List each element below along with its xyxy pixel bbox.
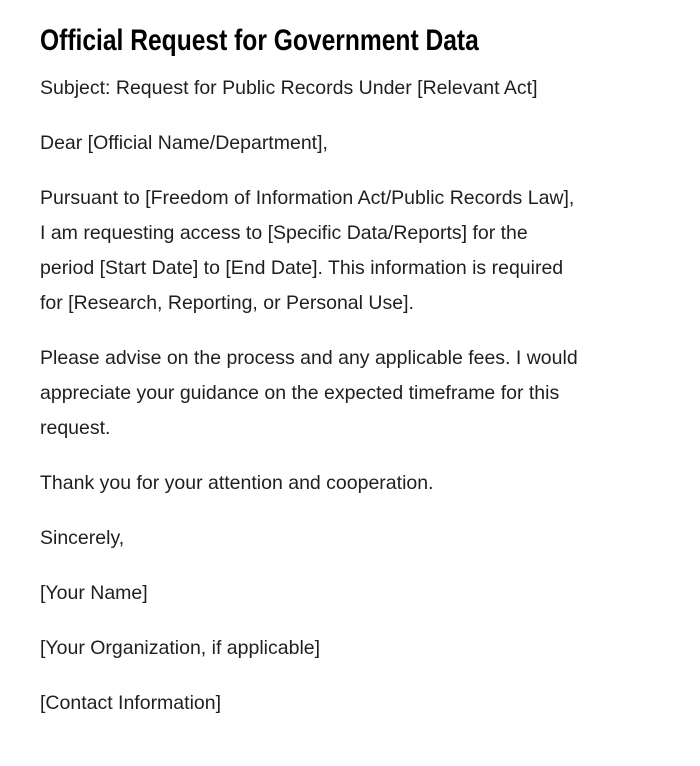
text-line: [Your Organization, if applicable] — [40, 637, 321, 659]
text-line: Sincerely, — [40, 527, 125, 549]
signature-contact-placeholder — [40, 686, 660, 721]
text-line: [Contact Information] — [40, 692, 222, 714]
paragraph-subject — [40, 71, 660, 106]
paragraph-closing — [40, 521, 660, 556]
paragraph-process-fees — [40, 341, 660, 446]
document-title: Official Request for Government Data — [40, 24, 479, 57]
signature-name-placeholder — [40, 576, 660, 611]
text-line: request. — [40, 417, 111, 439]
text-line: Thank you for your attention and cooperation. — [40, 472, 434, 494]
text-line: I am requesting access to [Specific Data/Reports] for the — [40, 222, 528, 244]
text-line: period [Start Date] to [End Date]. This information is required — [40, 257, 564, 279]
paragraph-salutation — [40, 126, 660, 161]
text-line: Please advise on the process and any applicable fees. I would — [40, 347, 578, 369]
text-line: Pursuant to [Freedom of Information Act/Public Records Law], — [40, 187, 575, 209]
paragraph-request-body — [40, 181, 660, 321]
text-line: Dear [Official Name/Department], — [40, 132, 328, 154]
text-line: Subject: Request for Public Records Under [Relevant Act] — [40, 77, 538, 99]
signature-organization-placeholder — [40, 631, 660, 666]
text-line: [Your Name] — [40, 582, 148, 604]
text-line: for [Research, Reporting, or Personal Use]. — [40, 292, 414, 314]
paragraph-thanks — [40, 466, 660, 501]
text-line: appreciate your guidance on the expected timeframe for this — [40, 382, 560, 404]
